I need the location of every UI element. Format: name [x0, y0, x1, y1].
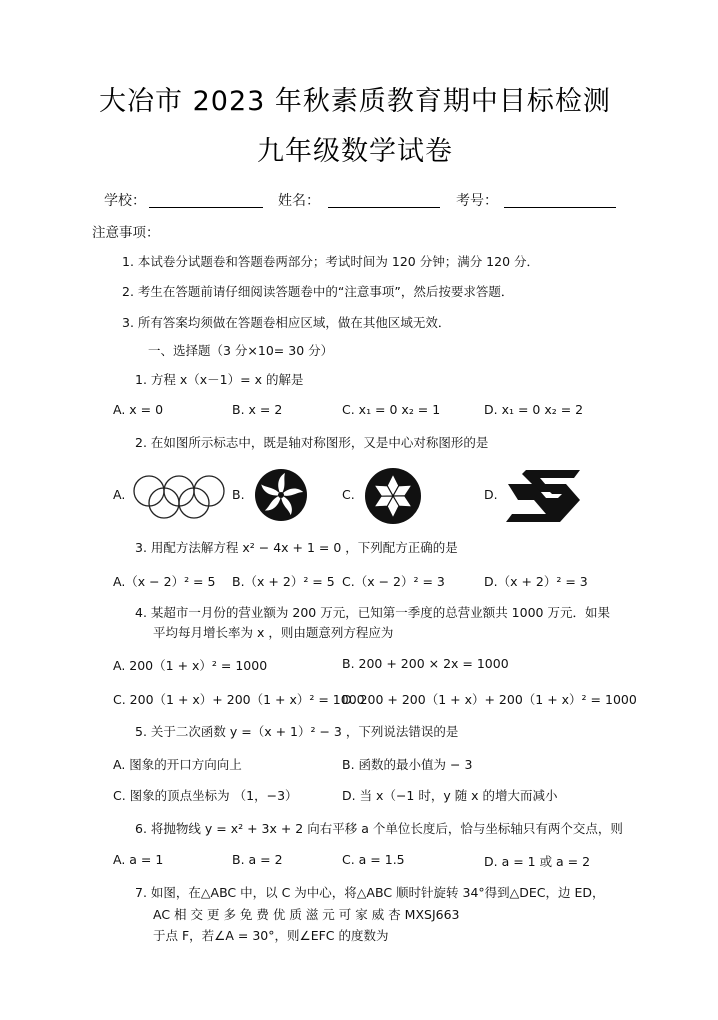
name-blank[interactable] [328, 207, 440, 208]
q5-option-c: C. 图象的顶点坐标为 （1，−3） [113, 788, 298, 803]
q2-label-a: A. [113, 487, 126, 502]
q2-stem: 2. 在如图所示标志中，既是轴对称图形，又是中心对称图形的是 [135, 435, 489, 450]
q4-option-d: D. 200 + 200（1 + x）+ 200（1 + x）² = 1000 [342, 692, 637, 707]
suzuki-s-logo-icon [504, 470, 582, 522]
q1-option-d: D. x₁ = 0 x₂ = 2 [484, 402, 584, 417]
notice-item-3: 3. 所有答案均须做在答题卷相应区域，做在其他区域无效． [122, 315, 451, 330]
q1-option-c: C. x₁ = 0 x₂ = 1 [342, 402, 441, 417]
hexagram-badge-icon [364, 467, 422, 525]
q5-option-b: B. 函数的最小值为 − 3 [342, 757, 473, 772]
notice-heading: 注意事项： [92, 225, 160, 241]
q6-option-c: C. a = 1.5 [342, 852, 405, 867]
q3-option-c: C.（x − 2）² = 3 [342, 574, 445, 589]
notice-item-1: 1. 本试卷分试题卷和答题卷两部分；考试时间为 120 分钟；满分 120 分． [122, 254, 540, 269]
name-label: 姓名： [278, 193, 320, 209]
q1-option-b: B. x = 2 [232, 402, 283, 417]
q7-line3: 于点 F，若∠A = 30°，则∠EFC 的度数为 [153, 928, 389, 943]
exam-title-line2: 九年级数学试卷 [257, 136, 453, 167]
q5-stem: 5. 关于二次函数 y =（x + 1）² − 3 ，下列说法错误的是 [135, 724, 459, 739]
q1-option-a: A. x = 0 [113, 402, 164, 417]
q3-stem: 3. 用配方法解方程 x² − 4x + 1 = 0 ，下列配方正确的是 [135, 540, 458, 555]
q5-option-a: A. 图象的开口方向向上 [113, 757, 242, 772]
q2-label-d: D. [484, 487, 498, 502]
olympic-rings-icon [129, 470, 229, 522]
q4-option-b: B. 200 + 200 × 2x = 1000 [342, 656, 509, 671]
number-label: 考号： [456, 193, 498, 209]
number-blank[interactable] [504, 207, 616, 208]
q3-option-d: D.（x + 2）² = 3 [484, 574, 588, 589]
notice-item-2: 2. 考生在答题前请仔细阅读答题卷中的“注意事项”，然后按要求答题． [122, 284, 514, 299]
q7-line1: 7. 如图，在△ABC 中，以 C 为中心，将△ABC 顺时针旋转 34°得到△DEC，边 ED， [135, 885, 605, 900]
q6-option-b: B. a = 2 [232, 852, 283, 867]
bauhinia-flower-icon [254, 468, 308, 522]
school-label: 学校： [104, 193, 146, 209]
section-heading: 一、选择题（3 分×10= 30 分） [148, 343, 334, 358]
school-blank[interactable] [149, 207, 263, 208]
q2-label-c: C. [342, 487, 355, 502]
exam-title-line1: 大冶市 2023 年秋素质教育期中目标检测 [99, 86, 611, 117]
q1-stem: 1. 方程 x（x－1）= x 的解是 [135, 372, 304, 387]
q4-option-c: C. 200（1 + x）+ 200（1 + x）² = 1000 [113, 692, 365, 707]
q7-line2: AC 相 交 更 多 免 费 优 质 滋 元 可 家 威 杏 MXSJ663 [153, 907, 460, 922]
q4-option-a: A. 200（1 + x）² = 1000 [113, 658, 268, 673]
q3-option-a: A.（x − 2）² = 5 [113, 574, 216, 589]
q6-option-a: A. a = 1 [113, 852, 164, 867]
q5-option-d: D. 当 x（−1 时，y 随 x 的增大而减小 [342, 788, 558, 803]
q2-label-b: B. [232, 487, 245, 502]
q4-stem-line2: 平均每月增长率为 x ，则由题意列方程应为 [153, 625, 394, 640]
q4-stem-line1: 4. 某超市一月份的营业额为 200 万元，已知第一季度的总营业额共 1000 万元．如果 [135, 605, 610, 620]
q6-stem: 6. 将抛物线 y = x² + 3x + 2 向右平移 a 个单位长度后，恰与坐标轴只有两个交点，则 [135, 821, 623, 836]
q6-option-d: D. a = 1 或 a = 2 [484, 854, 591, 869]
q3-option-b: B.（x + 2）² = 5 [232, 574, 335, 589]
